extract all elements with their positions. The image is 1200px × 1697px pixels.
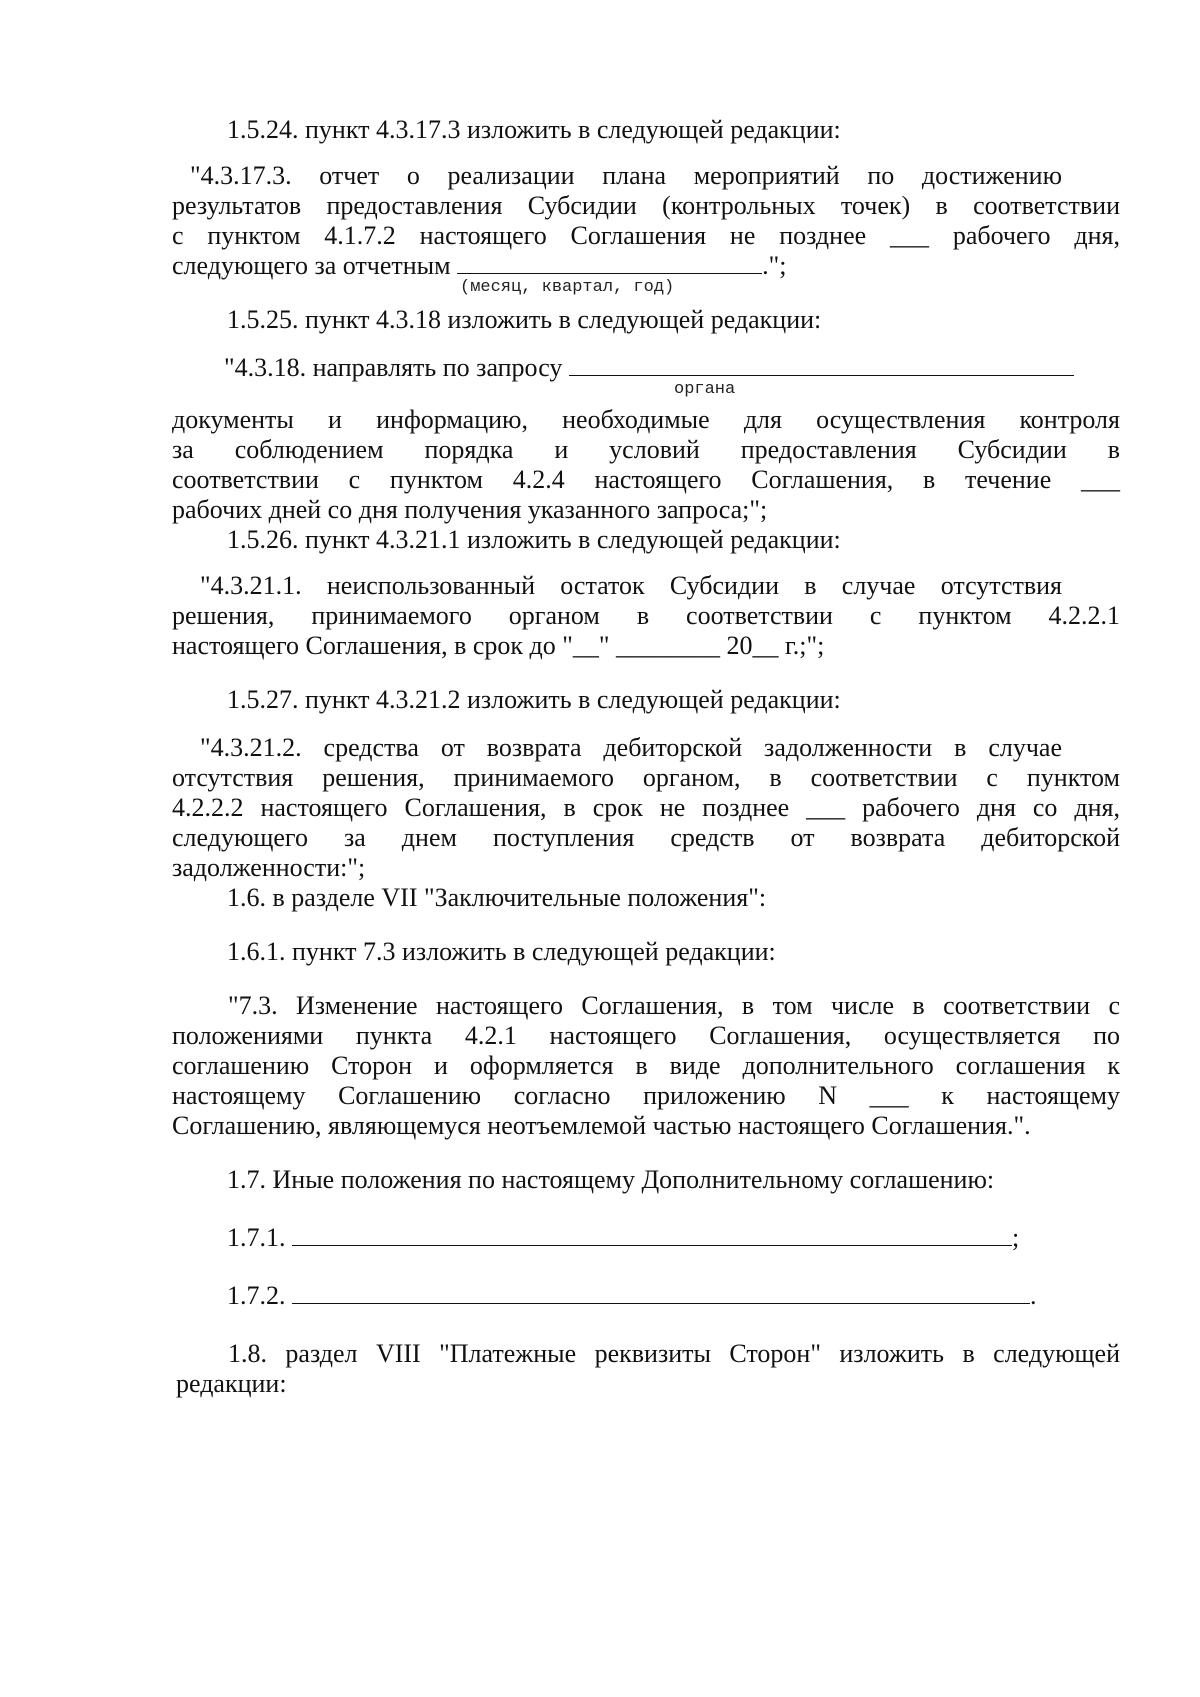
text-line: редакции: bbox=[176, 1369, 287, 1398]
text-line: рабочих дней со дня получения указанного запроса;"; bbox=[172, 495, 768, 524]
paragraph-1-5-25: 1.5.25. пункт 4.3.18 изложить в следующей редакции: bbox=[227, 305, 822, 334]
text-line: "4.3.21.2. средства от возврата дебиторской задолженности в случае bbox=[200, 733, 1062, 762]
blank-line bbox=[569, 353, 1074, 376]
text-line: соглашению Сторон и оформляется в виде дополнительного соглашения к bbox=[172, 1051, 1120, 1080]
text-line: документы и информацию, необходимые для осуществления контроля bbox=[172, 405, 1120, 434]
text-line bbox=[224, 352, 1172, 383]
text-fragment: ."; bbox=[762, 251, 787, 280]
paragraph-1-7: 1.7. Иные положения по настоящему Дополнительному соглашению: bbox=[227, 1165, 995, 1194]
text-line bbox=[172, 250, 1120, 281]
caption-period: (месяц, квартал, год) bbox=[460, 278, 675, 297]
text-fragment: "4.3.18. направлять по запросу bbox=[224, 353, 563, 382]
text-line: 4.2.2.2 настоящего Соглашения, в срок не позднее ___ рабочего дня со дня, bbox=[172, 793, 1120, 822]
text-line: соответствии с пунктом 4.2.4 настоящего Соглашения, в течение ___ bbox=[172, 465, 1120, 494]
text-line: результатов предоставления Субсидии (контрольных точек) в соответствии bbox=[172, 191, 1120, 220]
paragraph-1-7-1 bbox=[172, 1222, 1175, 1253]
blank-line bbox=[292, 1223, 1012, 1246]
text-line: "4.3.21.1. неиспользованный остаток Субсидии в случае отсутствия bbox=[200, 571, 1062, 600]
text-line: "7.3. Изменение настоящего Соглашения, в том числе в соответствии с bbox=[228, 991, 1120, 1020]
blank-line bbox=[292, 1281, 1030, 1304]
paragraph-1-7-2 bbox=[172, 1280, 1175, 1311]
text-line: настоящего Соглашения, в срок до "__" ________ 20__ г.;"; bbox=[172, 631, 825, 660]
paragraph-1-6: 1.6. в разделе VII "Заключительные положения": bbox=[227, 883, 767, 912]
text-line: за соблюдением порядка и условий предоставления Субсидии в bbox=[172, 435, 1120, 464]
paragraph-1-6-1: 1.6.1. пункт 7.3 изложить в следующей редакции: bbox=[227, 937, 776, 966]
text-line: положениями пункта 4.2.1 настоящего Соглашения, осуществляется по bbox=[172, 1021, 1120, 1050]
caption-organ: органа bbox=[674, 380, 736, 399]
text-fragment: следующего за отчетным bbox=[172, 251, 451, 280]
text-fragment: 1.7.1. bbox=[227, 1223, 286, 1252]
paragraph-1-5-26: 1.5.26. пункт 4.3.21.1 изложить в следующей редакции: bbox=[227, 525, 841, 554]
text-line: отсутствия решения, принимаемого органом, в соответствии с пунктом bbox=[172, 763, 1120, 792]
text-line: с пунктом 4.1.7.2 настоящего Соглашения не позднее ___ рабочего дня, bbox=[172, 221, 1120, 250]
text-fragment: . bbox=[1030, 1281, 1037, 1310]
paragraph-1-5-27: 1.5.27. пункт 4.3.21.2 изложить в следующей редакции: bbox=[227, 685, 841, 714]
text-line: решения, принимаемого органом в соответствии с пунктом 4.2.2.1 bbox=[172, 601, 1120, 630]
text-fragment: ; bbox=[1012, 1223, 1020, 1252]
paragraph-1-5-24: 1.5.24. пункт 4.3.17.3 изложить в следующей редакции: bbox=[227, 115, 841, 144]
text-line: 1.8. раздел VIII "Платежные реквизиты Сторон" изложить в следующей bbox=[228, 1339, 1120, 1368]
text-line: задолженности:"; bbox=[172, 853, 366, 882]
blank-line bbox=[457, 251, 762, 274]
text-line: "4.3.17.3. отчет о реализации плана мероприятий по достижению bbox=[190, 161, 1062, 190]
text-fragment: 1.7.2. bbox=[227, 1281, 286, 1310]
text-line: следующего за днем поступления средств от возврата дебиторской bbox=[172, 823, 1120, 852]
text-line: Соглашению, являющемуся неотъемлемой частью настоящего Соглашения.". bbox=[172, 1111, 1031, 1140]
text-line: настоящему Соглашению согласно приложению N ___ к настоящему bbox=[172, 1081, 1120, 1110]
